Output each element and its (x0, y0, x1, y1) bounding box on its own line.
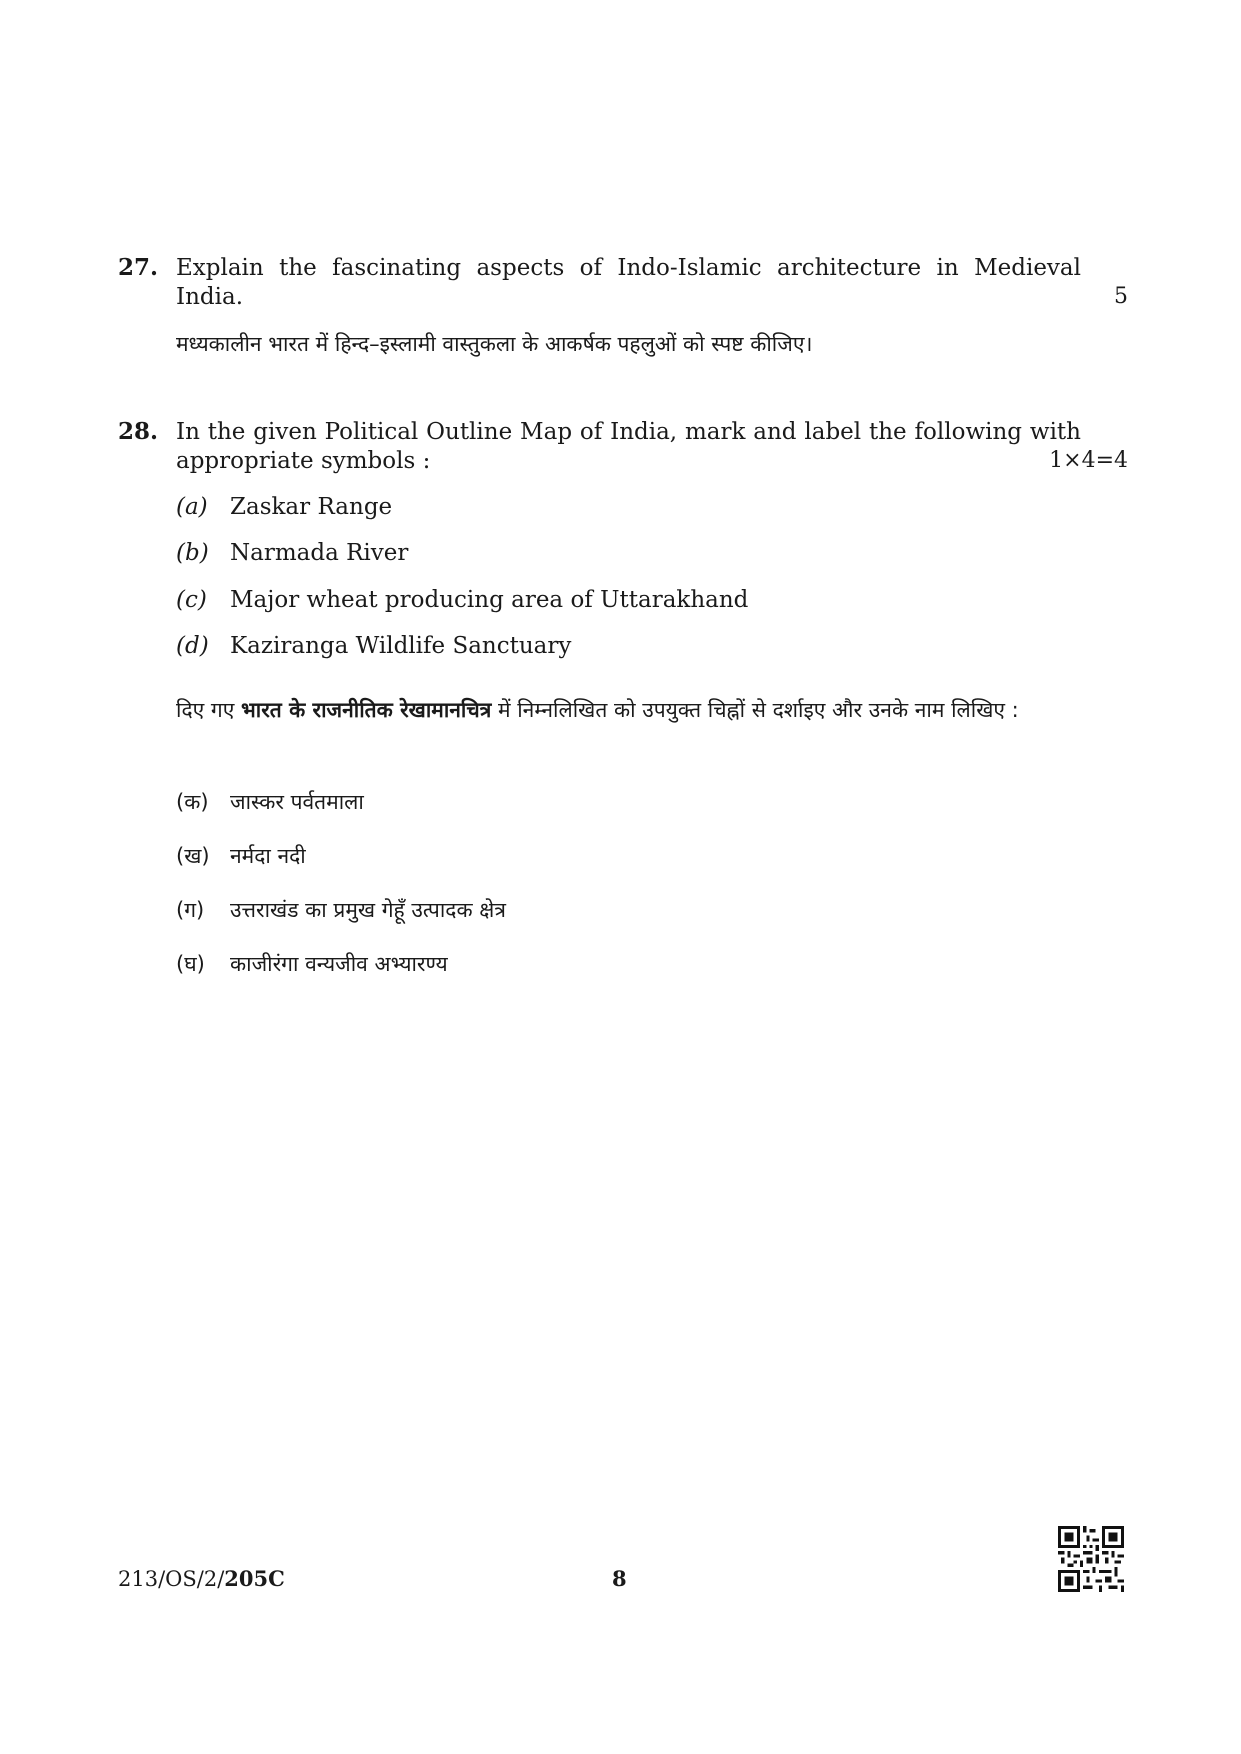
option-c (176, 587, 748, 613)
hindi-text-part: में निम्नलिखित को उपयुक्त चिह्नों से दर्शाइए और उनके नाम लिखिए : (498, 698, 1019, 722)
option-label: (c) (176, 587, 207, 613)
question-text: In the given Political Outline Map of India, mark and label the following with appropriate symbols : (176, 419, 1081, 474)
option-label: (b) (176, 540, 209, 566)
option-a (176, 494, 392, 520)
hindi-option-ga (176, 896, 506, 924)
hindi-option-gha (176, 950, 448, 978)
question-number: 27. (118, 254, 159, 281)
question-text: Explain the fascinating aspects of Indo-Islamic architecture in Medieval India. (176, 255, 1081, 310)
question-hindi-text: मध्यकालीन भारत में हिन्द–इस्लामी वास्तुकला के आकर्षक पहलुओं को स्पष्ट कीजिए। (176, 332, 813, 356)
paper-code-set: 205C (224, 1566, 285, 1591)
question-marks: 1×4=4 (1049, 448, 1128, 473)
question-marks: 5 (1114, 284, 1128, 309)
option-text: Major wheat producing area of Uttarakhand (230, 587, 749, 613)
option-text: नर्मदा नदी (230, 844, 306, 868)
option-label: (ख) (176, 844, 210, 868)
option-text: उत्तराखंड का प्रमुख गेहूँ उत्पादक क्षेत्र (230, 898, 506, 922)
hindi-text-part: दिए गए (176, 698, 235, 722)
option-d (176, 633, 571, 659)
option-text: Narmada River (230, 540, 409, 566)
option-text: काजीरंगा वन्यजीव अभ्यारण्य (230, 952, 448, 976)
hindi-bold-term: भारत के राजनीतिक रेखामानचित्र (241, 698, 492, 722)
option-text: Zaskar Range (230, 494, 393, 520)
paper-code-prefix: 213/OS/2/ (118, 1567, 225, 1591)
hindi-option-ka (176, 788, 364, 816)
option-text: Kaziranga Wildlife Sanctuary (230, 633, 572, 659)
option-label: (घ) (176, 952, 205, 976)
page-number: 8 (612, 1566, 627, 1591)
option-label: (क) (176, 790, 209, 814)
option-text: जास्कर पर्वतमाला (230, 790, 364, 814)
question-number: 28. (118, 418, 159, 445)
option-label: (d) (176, 633, 209, 659)
question-hindi-text (176, 692, 1081, 728)
hindi-option-kha (176, 842, 306, 870)
option-b (176, 540, 408, 566)
option-label: (ग) (176, 898, 205, 922)
option-label: (a) (176, 494, 208, 520)
paper-code (118, 1566, 285, 1591)
qr-code-icon (1058, 1526, 1124, 1592)
